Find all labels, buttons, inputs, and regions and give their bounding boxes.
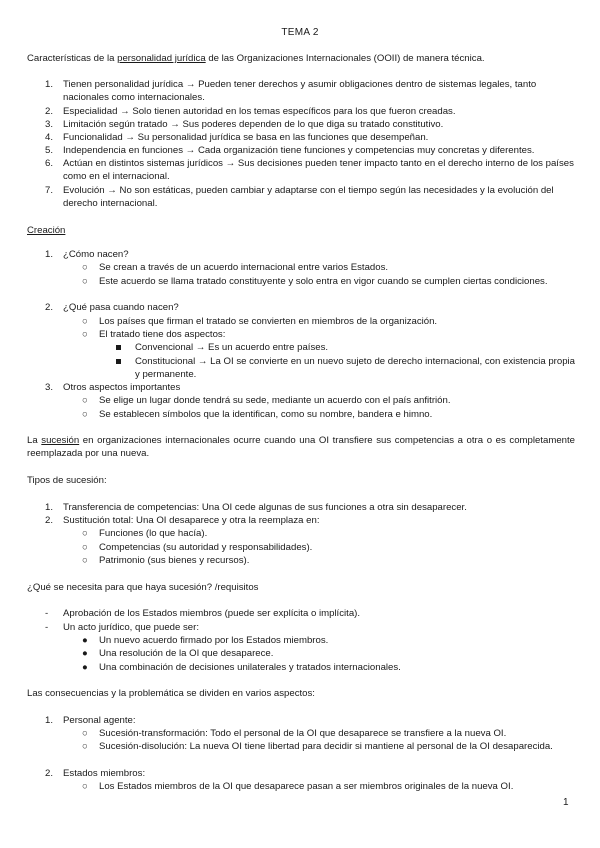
list-item: Funcionalidad → Su personalidad jurídica se basa en las funciones que desempeñan. [63, 132, 429, 143]
dash-bullet-icon: - [45, 608, 49, 619]
section-heading-tipos: Tipos de sucesión: [27, 475, 107, 486]
section-heading-creacion: Creación [27, 225, 66, 236]
sub-list-item: Competencias (su autoridad y responsabilidades). [99, 542, 313, 553]
list-item: Tienen personalidad jurídica → Pueden tener derechos y asumir obligaciones dentro de sistemas legales, tanto nacionales como internacionales. [63, 79, 537, 104]
sub-list-item: Este acuerdo se llama tratado constituyente y solo entra en vigor cuando se cumplen ciertas condiciones. [99, 276, 548, 287]
sub-list-item: Sucesión-transformación: Todo el personal de la OI que desaparece se transfiere a la nueva OI. [99, 728, 507, 739]
sub-list-item: Una resolución de la OI que desaparece. [99, 648, 274, 659]
list-item: Actúan en distintos sistemas jurídicos → Sus decisiones pueden tener impacto tanto en el derecho interno de los países como en el internacional. [63, 158, 574, 183]
list-number: 6. [45, 158, 54, 169]
list-item: Aprobación de los Estados miembros (puede ser explícita o implícita). [63, 608, 361, 619]
disc-bullet-icon: ● [82, 635, 88, 646]
list-number: 1. [45, 249, 54, 260]
sucesion-pre: La [27, 435, 42, 446]
sub-list-item: Una combinación de decisiones unilaterales y tratados internacionales. [99, 662, 401, 673]
list-number: 2. [45, 106, 54, 117]
sub-list-item: Se elige un lugar donde tendrá su sede, mediante un acuerdo con el país anfitrión. [99, 395, 451, 406]
circle-bullet-icon: ○ [82, 781, 88, 792]
sucesion-underlined-term: sucesión [41, 435, 80, 446]
page-number: 1 [563, 797, 569, 808]
intro-underlined-term: personalidad jurídica [117, 53, 206, 64]
list-number: 2. [45, 768, 54, 779]
list-item: Limitación según tratado → Sus poderes dependen de lo que diga su tratado constitutivo. [63, 119, 444, 130]
circle-bullet-icon: ○ [82, 409, 88, 420]
sub-list-item: Sucesión-disolución: La nueva OI tiene libertad para decidir si mantiene al personal de la OI desaparecida. [99, 741, 553, 752]
list-number: 2. [45, 515, 54, 526]
circle-bullet-icon: ○ [82, 728, 88, 739]
list-item: Un acto jurídico, que puede ser: [63, 622, 199, 633]
sub-list-item: Los países que firman el tratado se convierten en miembros de la organización. [99, 316, 438, 327]
sub-sub-list-item: Convencional → Es un acuerdo entre países. [135, 342, 329, 353]
disc-bullet-icon: ● [82, 662, 88, 673]
list-item: Otros aspectos importantes [63, 382, 181, 393]
list-item: Independencia en funciones → Cada organización tiene funciones y competencias muy concretas y diferentes. [63, 145, 535, 156]
section-heading-requisitos: ¿Qué se necesita para que haya sucesión? /requisitos [27, 582, 259, 593]
sub-list-item: El tratado tiene dos aspectos: [99, 329, 226, 340]
list-number: 3. [45, 382, 54, 393]
page-title: TEMA 2 [281, 27, 319, 38]
list-item: Especialidad → Solo tienen autoridad en los temas específicos para los que fueron creadas. [63, 106, 456, 117]
circle-bullet-icon: ○ [82, 276, 88, 287]
sub-sub-list-item: Constitucional → La OI se convierte en un nuevo sujeto de derecho internacional, con existencia propia y permanente. [135, 356, 575, 381]
square-bullet-icon [116, 355, 121, 368]
list-item: ¿Cómo nacen? [63, 249, 129, 260]
circle-bullet-icon: ○ [82, 741, 88, 752]
sub-list-item: Los Estados miembros de la OI que desaparece pasan a ser miembros originales de la nueva OI. [99, 781, 514, 792]
square-bullet-icon [116, 341, 121, 354]
list-item: Estados miembros: [63, 768, 146, 779]
circle-bullet-icon: ○ [82, 262, 88, 273]
list-number: 5. [45, 145, 54, 156]
sucesion-post: en organizaciones internacionales ocurre cuando una OI transfiere sus competencias a otra o es completamente reemplazada por una nueva. [27, 435, 576, 460]
list-item: Personal agente: [63, 715, 136, 726]
intro-pre: Características de la [27, 53, 118, 64]
sub-list-item: Se crean a través de un acuerdo internacional entre varios Estados. [99, 262, 389, 273]
dash-bullet-icon: - [45, 622, 49, 633]
circle-bullet-icon: ○ [82, 555, 88, 566]
list-number: 1. [45, 79, 54, 90]
sub-list-item: Funciones (lo que hacía). [99, 528, 208, 539]
list-item: Transferencia de competencias: Una OI cede algunas de sus funciones a otra sin desaparecer. [63, 502, 467, 513]
sub-list-item: Un nuevo acuerdo firmado por los Estados miembros. [99, 635, 329, 646]
list-item: Sustitución total: Una OI desaparece y otra la reemplaza en: [63, 515, 320, 526]
circle-bullet-icon: ○ [82, 542, 88, 553]
list-number: 1. [45, 715, 54, 726]
list-item: ¿Qué pasa cuando nacen? [63, 302, 179, 313]
circle-bullet-icon: ○ [82, 329, 88, 340]
disc-bullet-icon: ● [82, 648, 88, 659]
sub-list-item: Se establecen símbolos que la identifican, como su nombre, bandera e himno. [99, 409, 433, 420]
circle-bullet-icon: ○ [82, 528, 88, 539]
intro-paragraph [27, 52, 485, 65]
intro-post: de las Organizaciones Internacionales (OOII) de manera técnica. [205, 53, 485, 64]
list-number: 2. [45, 302, 54, 313]
list-item: Evolución → No son estáticas, pueden cambiar y adaptarse con el tiempo según las necesidades y la evolución del derecho internacional. [63, 185, 554, 210]
section-heading-consecuencias: Las consecuencias y la problemática se dividen en varios aspectos: [27, 688, 315, 699]
list-number: 7. [45, 185, 54, 196]
sub-list-item: Patrimonio (sus bienes y recursos). [99, 555, 250, 566]
sucesion-paragraph [27, 434, 575, 461]
list-number: 4. [45, 132, 54, 143]
circle-bullet-icon: ○ [82, 316, 88, 327]
list-number: 1. [45, 502, 54, 513]
circle-bullet-icon: ○ [82, 395, 88, 406]
list-number: 3. [45, 119, 54, 130]
